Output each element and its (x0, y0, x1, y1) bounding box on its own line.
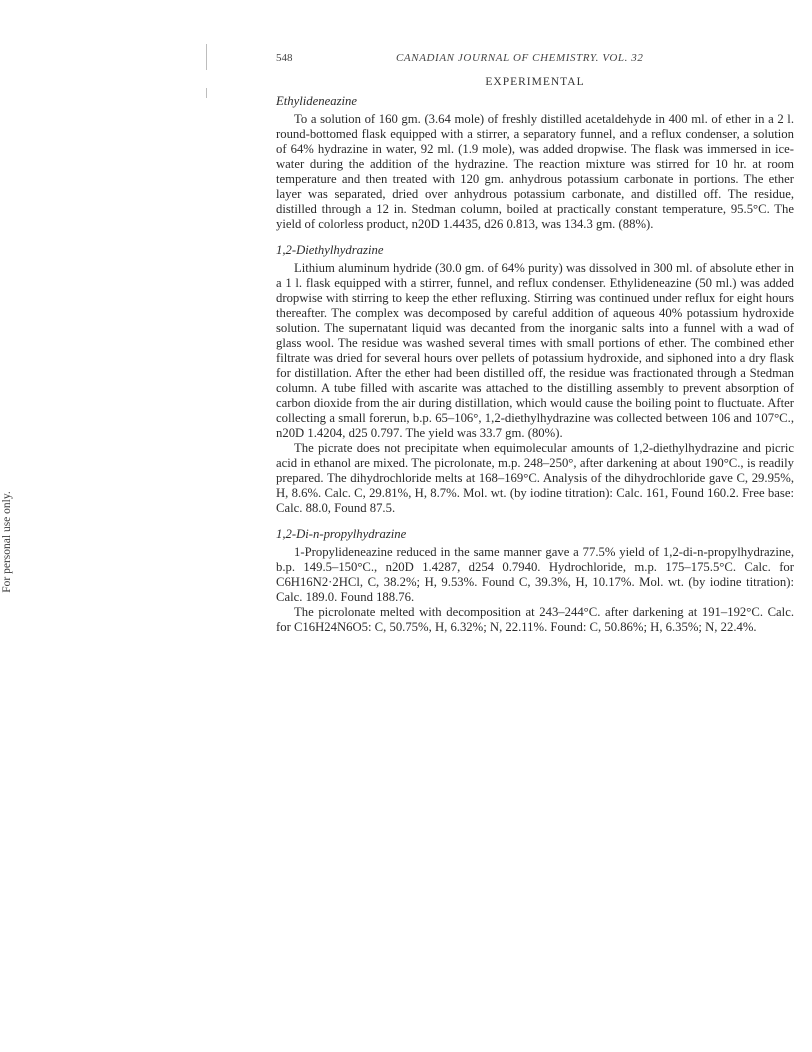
margin-rule (206, 44, 207, 70)
article-body (276, 92, 794, 635)
page-number: 548 (276, 52, 293, 64)
paragraph: 1-Propylideneazine reduced in the same manner gave a 77.5% yield of 1,2-di-n-propylhydrazine, b.p. 149.5–150°C., n20D 1.4287, d254 0.7940. Hydrochloride, m.p. 175–175.5°C. Calc. for C6H16N2·2HCl, C, 38.2%; H, 9.53%. Found C, 39.3%, H, 10.17%. Mol. wt. (by iodine titration): Calc. 189.0. Found 188.76. (276, 545, 794, 604)
paragraph: Lithium aluminum hydride (30.0 gm. of 64% purity) was dissolved in 300 ml. of absolute ether in a 1 l. flask equipped with a stirrer, funnel, and reflux condenser. Ethylideneazine (50 ml.) was added dropwise with stirring to keep the ether refluxing. Stirring was continued under reflux for eight hours thereafter. The complex was decomposed by careful addition of aqueous 40% potassium hydroxide solution. The supernatant liquid was decanted from the inorganic salts into a funnel with a wad of glass wool. The residue was washed several times with small portions of ether. The combined ether filtrate was dried for several hours over pellets of potassium hydroxide, and siphoned into a dry flask for distillation. After the ether had been distilled off, the residue was fractionated through a Stedman column. A tube filled with ascarite was attached to the distilling assembly to prevent absorption of carbon dioxide from the air during distillation, which would cause the boiling point to fluctuate. After collecting a small forerun, b.p. 65–106°, 1,2-diethylhydrazine was collected between 106 and 107°C., n20D 1.4204, d25 0.797. The yield was 33.7 gm. (80%). (276, 261, 794, 440)
section-heading: EXPERIMENTAL (485, 76, 585, 88)
paragraph: The picrate does not precipitate when equimolecular amounts of 1,2-diethylhydrazine and picric acid in ethanol are mixed. The picrolonate, m.p. 248–250°, after darkening at about 190°C., is readily prepared. The dihydrochloride melts at 168–169°C. Analysis of the dihydrochloride gave C, 29.95%, H, 8.6%. Calc. C, 29.81%, H, 8.7%. Mol. wt. (by iodine titration): Calc. 161, Found 160.2. Free base: Calc. 88.0, Found 87.5. (276, 441, 794, 515)
paragraph: The picrolonate melted with decomposition at 243–244°C. after darkening at 191–192°C. Calc. for C16H24N6O5: C, 50.75%, H, 6.32%; N, 22.11%. Found: C, 50.86%; H, 6.35%; N, 22.4%. (276, 605, 794, 634)
running-header (276, 52, 796, 68)
watermark-line-2: For personal use only. (1, 491, 13, 593)
journal-title: CANADIAN JOURNAL OF CHEMISTRY. VOL. 32 (396, 52, 644, 64)
download-watermark (0, 282, 14, 802)
subsection-title: 1,2-Diethylhydrazine (276, 243, 384, 257)
subsection-title: 1,2-Di-n-propylhydrazine (276, 527, 407, 541)
paragraph: To a solution of 160 gm. (3.64 mole) of freshly distilled acetaldehyde in 400 ml. of ether in a 2 l. round-bottomed flask equipped with a stirrer, a separatory funnel, and a reflux condenser, a solution of 64% hydrazine in water, 92 ml. (1.9 mole), was added dropwise. The flask was immersed in ice-water during the addition of the hydrazine. The reaction mixture was stirred for 10 hr. at room temperature and then treated with 120 gm. anhydrous potassium carbonate in portions. The ether layer was separated, dried over anhydrous potassium carbonate, and distilled off. The residue, distilled through a 12 in. Stedman column, boiled at practically constant temperature, 95.5°C. The yield of colorless product, n20D 1.4435, d26 0.813, was 134.3 gm. (88%). (276, 112, 794, 231)
margin-rule (206, 88, 207, 98)
subsection-title: Ethylideneazine (276, 94, 358, 108)
